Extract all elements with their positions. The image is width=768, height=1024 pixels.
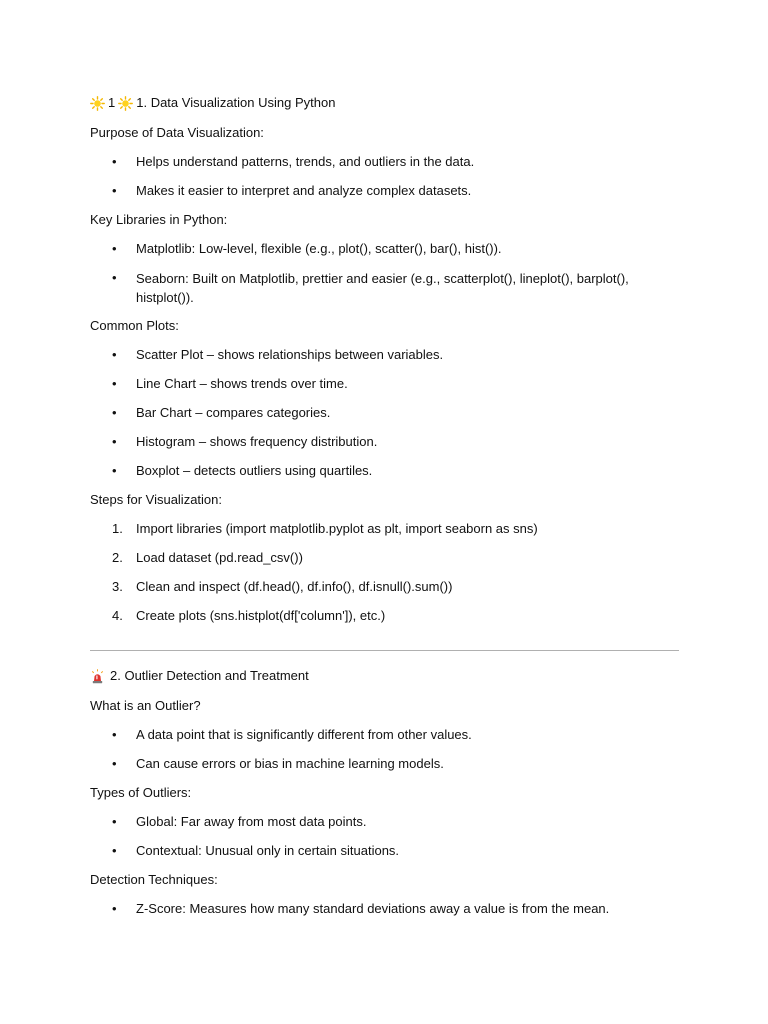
list-item: • Seaborn: Built on Matplotlib, prettier and easier (e.g., scatterplot(), lineplot(), barplot(), histplot()). bbox=[112, 270, 629, 305]
list-item: • Contextual: Unusual only in certain situations. bbox=[112, 843, 400, 858]
bullet-marker: • bbox=[112, 376, 117, 391]
list-item: 3. Clean and inspect (df.head(), df.info(), df.isnull().sum()) bbox=[112, 579, 453, 594]
bullet-marker: • bbox=[112, 434, 117, 449]
list-item: • Boxplot – detects outliers using quartiles. bbox=[112, 463, 373, 478]
step-number: 2. bbox=[112, 550, 123, 565]
section-1-number: 1 bbox=[108, 95, 116, 110]
list-item: • Line Chart – shows trends over time. bbox=[112, 376, 348, 391]
section-1-title: 1. Data Visualization Using Python bbox=[136, 95, 336, 110]
siren-icon bbox=[90, 669, 105, 684]
list-item: • Histogram – shows frequency distribution. bbox=[112, 434, 378, 449]
types-label: Types of Outliers: bbox=[90, 785, 192, 800]
list-item: • Z-Score: Measures how many standard deviations away a value is from the mean. bbox=[112, 901, 610, 916]
bullet-marker: • bbox=[112, 901, 117, 916]
list-item: • Global: Far away from most data points. bbox=[112, 814, 367, 829]
detection-label: Detection Techniques: bbox=[90, 872, 218, 887]
list-item: • Can cause errors or bias in machine learning models. bbox=[112, 756, 444, 771]
horizontal-divider bbox=[90, 650, 679, 651]
bullet-marker: • bbox=[112, 405, 117, 420]
list-item: • A data point that is significantly different from other values. bbox=[112, 727, 472, 742]
list-item: • Makes it easier to interpret and analyze complex datasets. bbox=[112, 183, 472, 198]
bullet-marker: • bbox=[112, 241, 117, 256]
libraries-label: Key Libraries in Python: bbox=[90, 212, 228, 227]
list-item: • Bar Chart – compares categories. bbox=[112, 405, 331, 420]
plots-label: Common Plots: bbox=[90, 318, 179, 333]
purpose-label: Purpose of Data Visualization: bbox=[90, 125, 264, 140]
sun-icon bbox=[118, 96, 133, 111]
section-2-title: 2. Outlier Detection and Treatment bbox=[110, 668, 309, 683]
step-number: 4. bbox=[112, 608, 123, 623]
bullet-marker: • bbox=[112, 154, 117, 169]
step-number: 1. bbox=[112, 521, 123, 536]
list-item: • Matplotlib: Low-level, flexible (e.g., plot(), scatter(), bar(), hist()). bbox=[112, 241, 502, 256]
list-item: 2. Load dataset (pd.read_csv()) bbox=[112, 550, 303, 565]
what-label: What is an Outlier? bbox=[90, 698, 201, 713]
steps-label: Steps for Visualization: bbox=[90, 492, 222, 507]
list-item: 1. Import libraries (import matplotlib.pyplot as plt, import seaborn as sns) bbox=[112, 521, 538, 536]
bullet-marker: • bbox=[112, 183, 117, 198]
bullet-marker: • bbox=[112, 814, 117, 829]
bullet-marker: • bbox=[112, 347, 117, 362]
bullet-marker: • bbox=[112, 756, 117, 771]
list-item: • Scatter Plot – shows relationships between variables. bbox=[112, 347, 444, 362]
sun-icon bbox=[90, 96, 105, 111]
bullet-marker: • bbox=[112, 843, 117, 858]
bullet-marker: • bbox=[112, 463, 117, 478]
section-1-heading bbox=[90, 95, 335, 111]
list-item: 4. Create plots (sns.histplot(df['column']), etc.) bbox=[112, 608, 386, 623]
bullet-marker: • bbox=[112, 727, 117, 742]
section-2-heading bbox=[90, 668, 309, 684]
bullet-marker: • bbox=[112, 270, 117, 285]
step-number: 3. bbox=[112, 579, 123, 594]
list-item: • Helps understand patterns, trends, and outliers in the data. bbox=[112, 154, 475, 169]
